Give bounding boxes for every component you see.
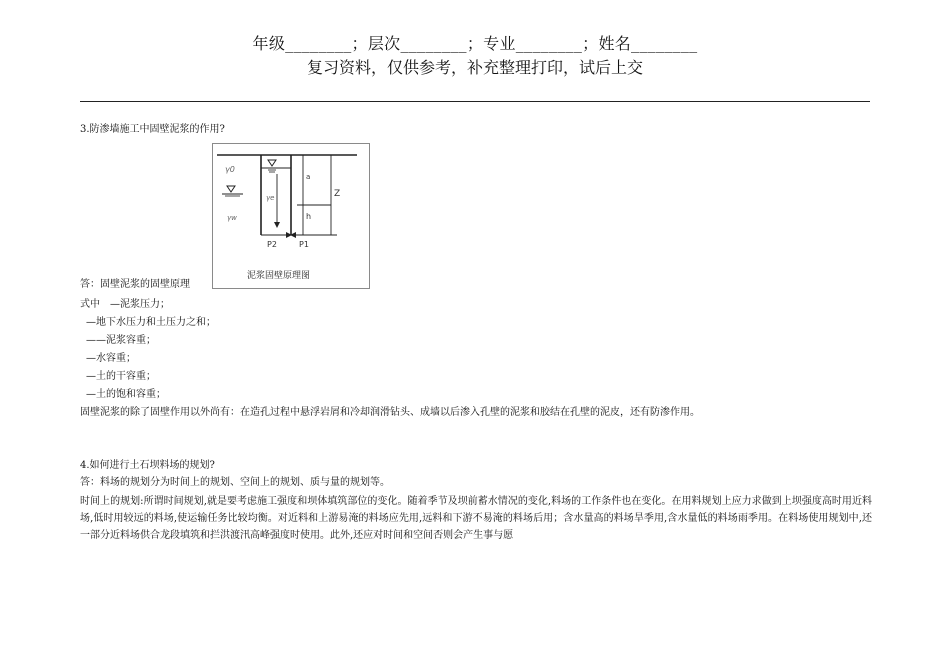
header-notice-line: 复习资料，仅供参考，补充整理打印，试后上交 [306,58,643,77]
legend-line: —土的干容重； [86,371,156,382]
question-4-title: 4.如何进行土石坝料场的规划? [80,460,215,471]
question-3-title: 3.防渗墙施工中固壁泥浆的作用? [80,124,225,135]
label-p2: P2 [267,240,277,249]
label-p1: P1 [299,240,309,249]
legend-line: 式中 —泥浆压力； [80,299,170,310]
label-a: a [306,173,311,181]
question-4-answer-intro: 答：料场的规划分为时间上的规划、空间上的规划、质与量的规划等。 [80,477,390,488]
label-gammaw: γw [227,214,237,222]
legend-line: —土的饱和容重； [86,389,166,400]
slurry-wall-diagram [212,143,370,289]
groundwater-level-icon [227,186,235,192]
label-h: h [306,212,312,221]
figure-caption: 泥浆固壁原理图 [247,271,311,281]
header-divider [80,101,870,102]
arrow-down-icon [274,222,280,228]
legend-line: ——泥浆容重； [86,335,156,346]
label-gammae: γe [266,194,275,202]
legend-line: —地下水压力和土压力之和； [86,317,216,328]
question-4-body: 时间上的规划:所谓时间规划,就是要考虑施工强度和坝体填筑部位的变化。随着季节及坝前蓄水情况的变化,料场的工作条件也在变化。在用料规划上应力求做到上坝强度高时用近料场,低时用较远的料场,使运输任务比较均衡。对近料和上游易淹的料场应先用,远料和下游不易淹的料场后用；含水量高的料场旱季用,含水量低的料场雨季用。在料场使用规划中,还一部分近料场供合龙段填筑和拦洪渡汛高峰强度时使用。此外,还应对时间和空间否则会产生事与愿 [80,496,872,541]
slurry-wall-diagram-svg [213,144,369,288]
slurry-level-icon [268,160,276,166]
legend-line: —水容重； [86,353,136,364]
question-3-answer-intro: 答：固壁泥浆的固壁原理 [80,279,190,290]
question-3-conclusion: 固壁泥浆的除了固壁作用以外尚有：在造孔过程中悬浮岩屑和冷却润滑钻头、成墙以后渗入孔壁的泥浆和胶结在孔壁的泥皮，还有防渗作用。 [80,407,700,418]
label-z: Z [334,189,341,199]
label-gamma0: γ0 [225,165,235,174]
header-fields-line: 年级________；层次________；专业________；姓名________ [252,34,698,53]
